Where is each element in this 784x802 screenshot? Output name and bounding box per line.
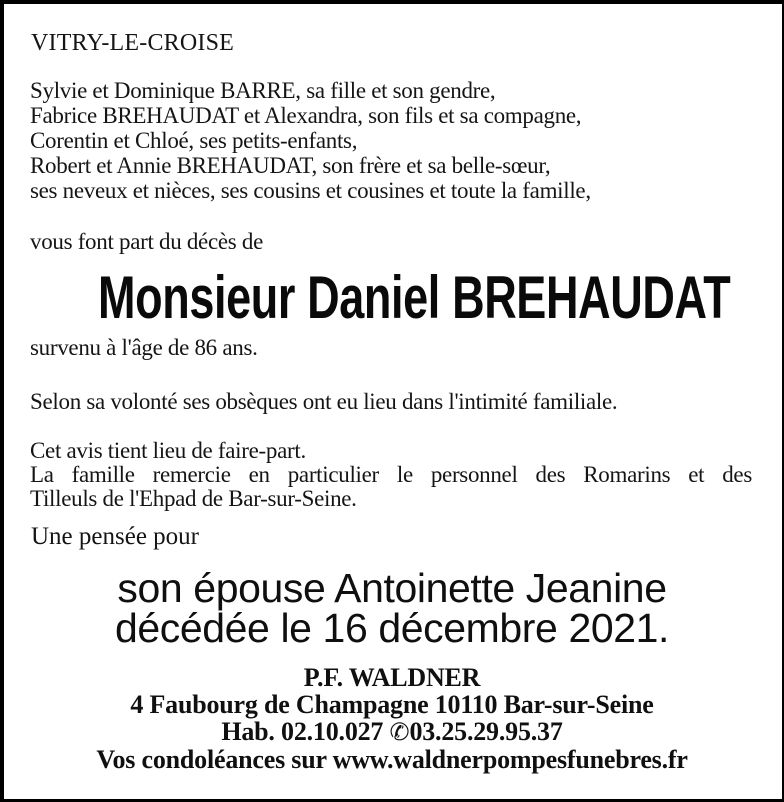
deceased-name-title: Monsieur Daniel BREHAUDAT <box>98 264 731 331</box>
thanks-line: La famille remercie en particulier le personnel des Romarins et des <box>30 462 752 487</box>
funeral-home-contact <box>0 718 784 746</box>
age-line: survenu à l'âge de 86 ans. <box>30 335 258 360</box>
phone-icon: ✆ <box>389 718 410 746</box>
funeral-wishes-line: Selon sa volonté ses obsèques ont eu lieu dans l'intimité familiale. <box>30 389 618 414</box>
phone-number: 03.25.29.95.37 <box>409 717 563 746</box>
faire-part-line: Cet avis tient lieu de faire-part. <box>30 438 306 463</box>
family-line: Corentin et Chloé, ses petits-enfants, <box>30 128 358 153</box>
family-line: Robert et Annie BREHAUDAT, son frère et sa belle-sœur, <box>30 153 551 178</box>
spouse-tribute-line: décédée le 16 décembre 2021. <box>114 605 670 651</box>
family-list <box>30 78 764 203</box>
funeral-home-info <box>0 664 784 773</box>
tribute-intro: Une pensée pour <box>31 523 199 550</box>
faire-part-paragraph <box>30 439 752 511</box>
announcement-intro: vous font part du décès de <box>30 229 263 254</box>
spouse-tribute <box>0 565 784 651</box>
condolences-line: Vos condoléances sur www.waldnerpompesfunebres.fr <box>96 745 688 774</box>
spouse-tribute-line: son épouse Antoinette Jeanine <box>117 565 667 611</box>
funeral-home-address: 4 Faubourg de Champagne 10110 Bar-sur-Seine <box>130 690 654 719</box>
family-line: Sylvie et Dominique BARRE, sa fille et son gendre, <box>30 78 496 103</box>
family-line: ses neveux et nièces, ses cousins et cousines et toute la famille, <box>30 178 591 203</box>
town-name: VITRY-LE-CROISE <box>31 30 234 56</box>
family-line: Fabrice BREHAUDAT et Alexandra, son fils et sa compagne, <box>30 103 582 128</box>
funeral-home-name: P.F. WALDNER <box>303 663 481 692</box>
thanks-line-2: Tilleuls de l'Ehpad de Bar-sur-Seine. <box>30 486 357 511</box>
habilitation-number: Hab. 02.10.027 <box>221 717 390 746</box>
